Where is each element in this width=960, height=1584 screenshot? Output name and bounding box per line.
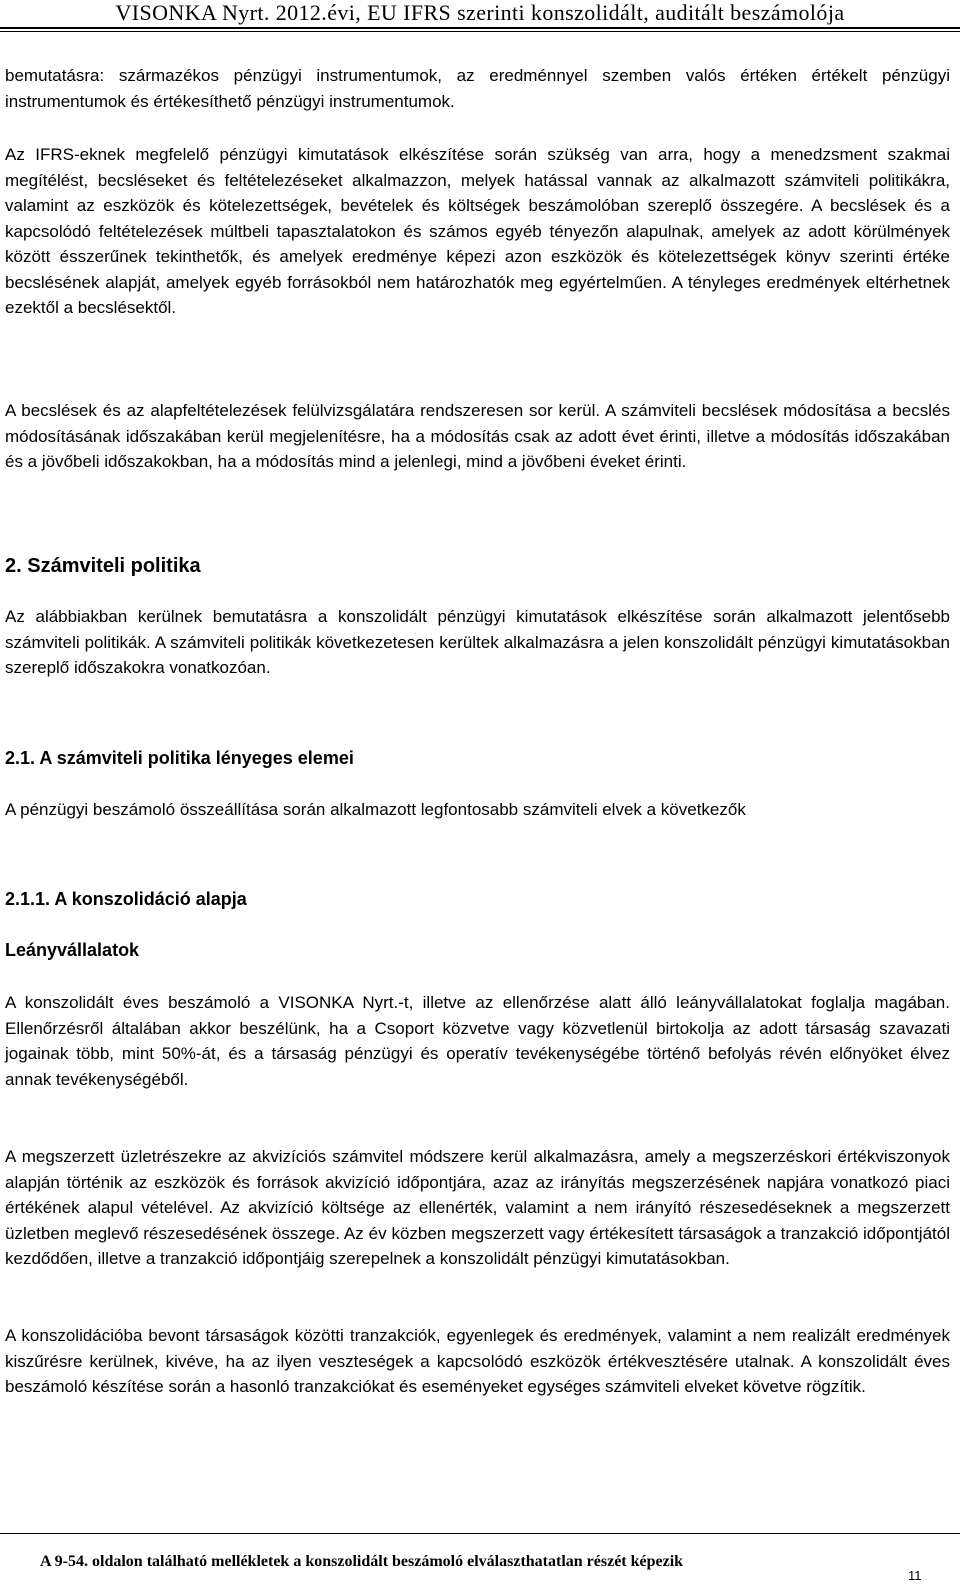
paragraph-2: Az IFRS-eknek megfelelő pénzügyi kimutatások elkészítése során szükség van arra, hogy a menedzsment szakmai megítélést, becsléseket és feltételezéseket alkalmazzon, melyek hatással vannak az alkalmazott számviteli politikákra, valamint az eszközök és kötelezettségek, bevételek és költségek beszámolóban szereplő összegére. A becslések és a kapcsolódó feltételezések múltbeli tapasztalatokon és számos egyéb tényezőn alapulnak, amelyek az adott körülmények között ésszerűnek tekinthetők, és amelyek eredménye képezi azon eszközök és kötelezettségek könyv szerinti értéke becslésének alapját, amelyek egyéb forrásokból nem határozhatók meg egyértelműen. A tényleges eredmények eltérhetnek ezektől a becslésektől. [5, 145, 950, 317]
header-rule-thin [0, 31, 960, 32]
section-heading-2-1-1: 2.1.1. A konszolidáció alapja [5, 889, 247, 909]
subheading-leanyvallalatok: Leányvállalatok [5, 940, 140, 960]
section-heading-2-1: 2.1. A számviteli politika lényeges elemei [5, 748, 354, 768]
paragraph-6: A konszolidált éves beszámoló a VISONKA Nyrt.-t, illetve az ellenőrzése alatt álló leányvállalatokat foglalja magában. Ellenőrzésről általában akkor beszélünk, ha a Csoport közvetve vagy közvetlenül birtokolja az adott társaság szavazati jogainak több, mint 50%-át, és a társaság pénzügyi és operatív tevékenységébe történő befolyás révén előnyöket élvez annak tevékenységéből. [5, 993, 950, 1089]
header-rule [0, 27, 960, 29]
paragraph-8: A konszolidációba bevont társaságok közötti tranzakciók, egyenlegek és eredmények, valamint a nem realizált eredmények kiszűrésre kerülnek, kivéve, ha az ilyen veszteségek a kapcsolódó eszközök értékvesztésére utalnak. A konszolidált éves beszámoló készítése során a hasonló tranzakciókat és eseményeket egységes számviteli elveket követve rögzítik. [5, 1326, 950, 1396]
paragraph-7: A megszerzett üzletrészekre az akvizíciós számvitel módszere kerül alkalmazásra, amely a megszerzéskori értékviszonyok alapján történik az eszközök és források akvizíció időpontjára, azaz az irányítás megszerzésének napjára vonatkozó piaci értékének alapul vételével. Az akvizíció költsége az ellenérték, valamint a nem irányító részesedéseknek a megszerzett üzletben meglevő részesedésének összege. Az év közben megszerzett vagy értékesített társaságok a tranzakció időpontjától kezdődően, illetve a tranzakció időpontjáig szerepelnek a konszolidált pénzügyi kimutatásokban. [5, 1147, 950, 1268]
section-heading-2: 2. Számviteli politika [5, 555, 201, 577]
footer-note: A 9-54. oldalon található mellékletek a konszolidált beszámoló elválaszthatatlan részét képezik [40, 1553, 684, 1570]
paragraph-3: A becslések és az alapfeltételezések felülvizsgálatára rendszeresen sor kerül. A számviteli becslések módosítása a becslés módosításának időszakában kerül megjelenítésre, ha a módosítás csak az adott évet érinti, illetve a módosítás időszakában és a jövőbeli időszakokban, ha a módosítás mind a jelenlegi, mind a jövőbeni éveket érinti. [5, 401, 950, 471]
page-number: 11 [908, 1568, 922, 1583]
paragraph-1: bemutatásra: származékos pénzügyi instrumentumok, az eredménnyel szemben valós értéken értékelt pénzügyi instrumentumok és értékesíthető pénzügyi instrumentumok. [5, 66, 950, 111]
paragraph-4: Az alábbiakban kerülnek bemutatásra a konszolidált pénzügyi kimutatások elkészítése során alkalmazott jelentősebb számviteli politikák. A számviteli politikák következetesen kerültek alkalmazásra a jelen konszolidált pénzügyi kimutatásokban szereplő időszakokra vonatkozóan. [5, 607, 950, 677]
paragraph-5: A pénzügyi beszámoló összeállítása során alkalmazott legfontosabb számviteli elvek a következők [5, 800, 746, 819]
footer-rule [0, 1533, 960, 1534]
running-header: VISONKA Nyrt. 2012.évi, EU IFRS szerinti konszolidált, auditált beszámolója [115, 0, 845, 25]
